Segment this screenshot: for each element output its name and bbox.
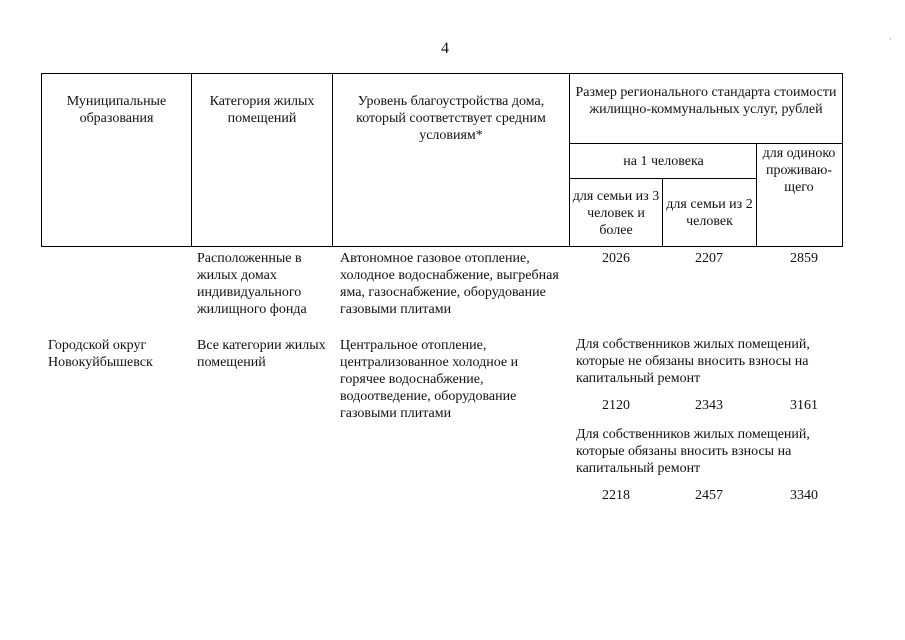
- value-single: 3340: [790, 488, 818, 503]
- value-family-2: 2457: [695, 488, 723, 503]
- corner-mark: ·: [889, 34, 892, 44]
- value-family-3: 2026: [602, 251, 630, 266]
- improvement-level-cell: Центральное отопление, централизованное холодное и горячее водоснабжение, водоотведение, оборудование газовыми плитами: [340, 338, 519, 421]
- value-family-3: 2218: [602, 488, 630, 503]
- header-family-2: для семьи из 2 человек: [666, 197, 753, 229]
- value-single: 2859: [790, 251, 818, 266]
- category-cell: Все категории жилых помещений: [197, 338, 326, 370]
- owner-note-capital-repair: Для собственников жилых помещений, которые обязаны вносить взносы на капитальный ремонт: [576, 427, 810, 476]
- owner-note-no-capital-repair: Для собственников жилых помещений, которые не обязаны вносить взносы на капитальный ремонт: [576, 337, 810, 386]
- header-family-3: для семьи из 3 человек и более: [572, 189, 660, 238]
- category-cell: Расположенные в жилых домах индивидуального жилищного фонда: [197, 251, 307, 317]
- header-single-resident: для одиноко проживаю-щего: [762, 146, 836, 195]
- page-number: 4: [441, 40, 449, 57]
- improvement-level-cell: Автономное газовое отопление, холодное водоснабжение, выгребная яма, газоснабжение, оборудование газовыми плитами: [340, 251, 559, 317]
- municipality-cell: Городской округ Новокуйбышевск: [48, 338, 153, 370]
- header-category: Категория жилых помещений: [209, 94, 315, 126]
- value-family-2: 2343: [695, 398, 723, 413]
- header-per-person: на 1 человека: [623, 154, 704, 169]
- value-family-2: 2207: [695, 251, 723, 266]
- header-improvement-level: Уровень благоустройства дома, который соответствует средним условиям*: [356, 94, 546, 143]
- header-municipalities: Муниципальные образования: [66, 94, 167, 126]
- value-single: 3161: [790, 398, 818, 413]
- value-family-3: 2120: [602, 398, 630, 413]
- header-standard-size: Размер регионального стандарта стоимости жилищно-коммунальных услуг, рублей: [575, 85, 837, 117]
